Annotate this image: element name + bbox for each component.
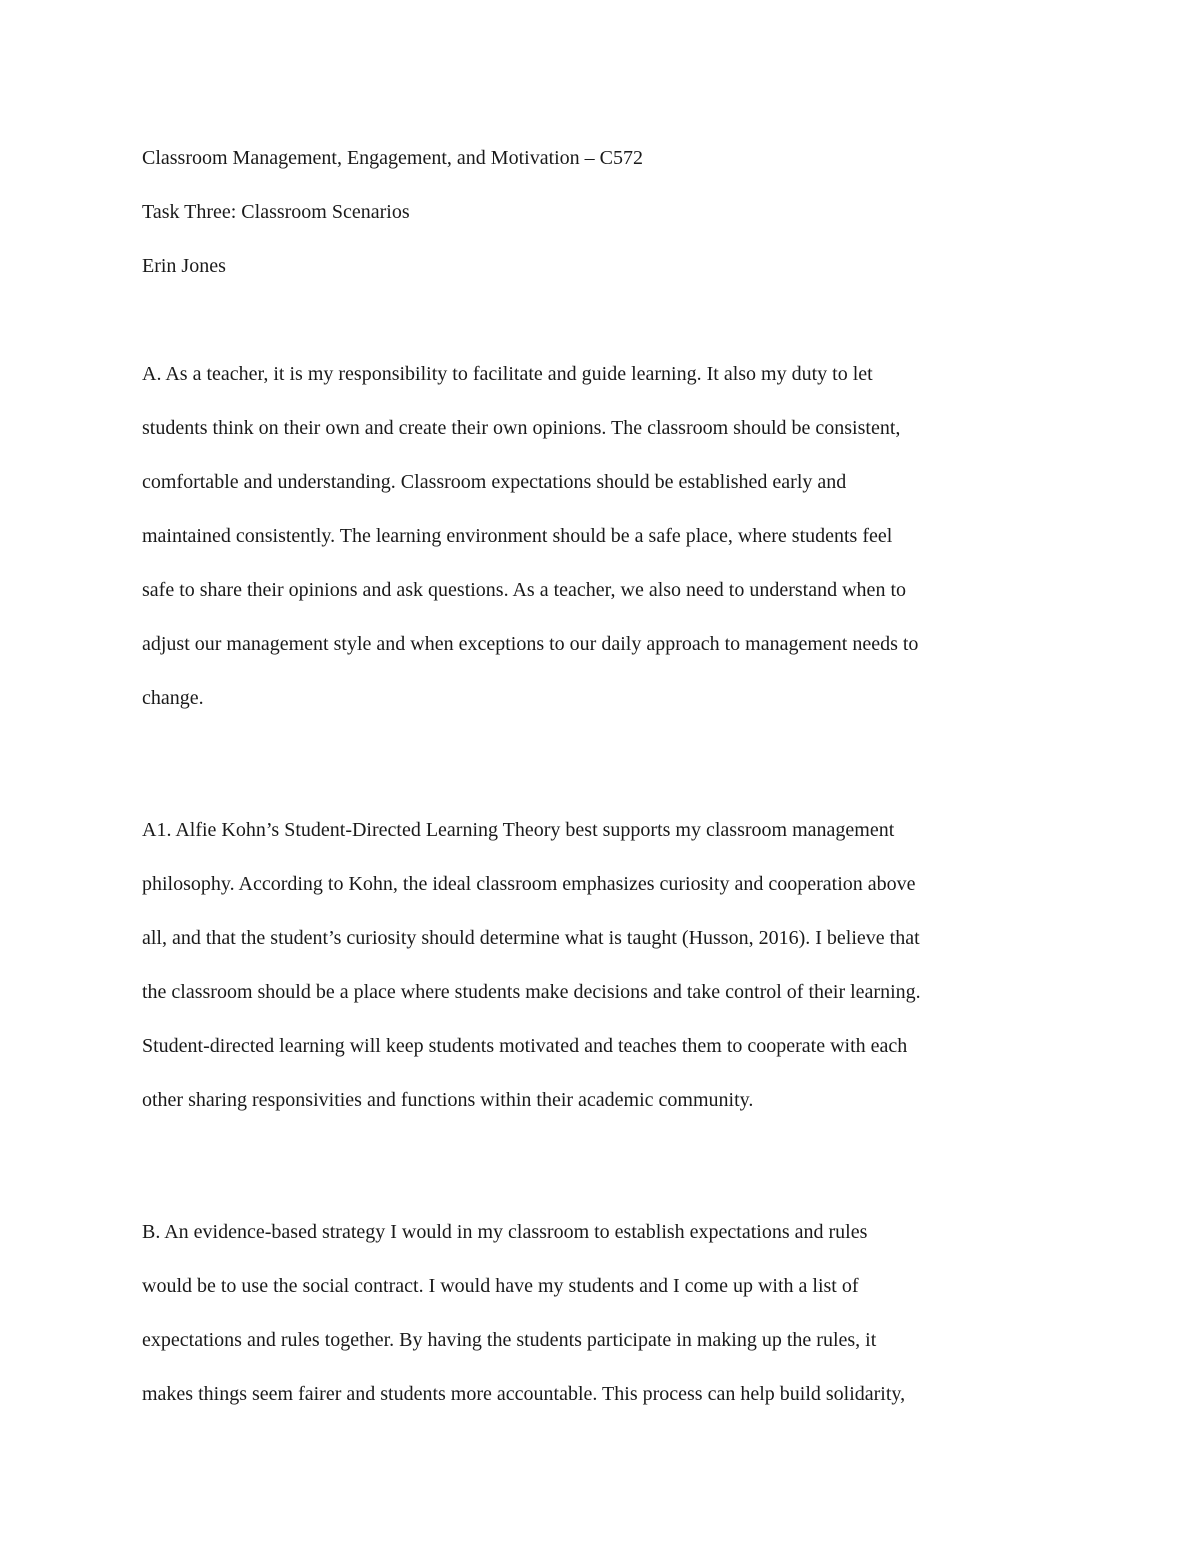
paragraph-line: other sharing responsivities and functions within their academic community. <box>142 1089 754 1111</box>
paragraph-line: B. An evidence-based strategy I would in my classroom to establish expectations and rules <box>142 1221 868 1243</box>
task-title: Task Three: Classroom Scenarios <box>142 201 410 223</box>
paragraph-line: philosophy. According to Kohn, the ideal classroom emphasizes curiosity and cooperation above <box>142 873 916 895</box>
paragraph-line: would be to use the social contract. I would have my students and I come up with a list of <box>142 1275 859 1297</box>
paragraph-line: expectations and rules together. By having the students participate in making up the rules, it <box>142 1329 877 1351</box>
paragraph-line: the classroom should be a place where students make decisions and take control of their learning. <box>142 981 921 1003</box>
paragraph-line: Student-directed learning will keep students motivated and teaches them to cooperate with each <box>142 1035 908 1057</box>
paragraph-line: adjust our management style and when exceptions to our daily approach to management needs to <box>142 633 919 655</box>
paragraph-line: comfortable and understanding. Classroom expectations should be established early and <box>142 471 847 493</box>
paragraph-line: A1. Alfie Kohn’s Student-Directed Learning Theory best supports my classroom management <box>142 819 895 841</box>
author-name: Erin Jones <box>142 255 226 277</box>
paragraph-line: all, and that the student’s curiosity should determine what is taught (Husson, 2016). I believe that <box>142 927 920 949</box>
paragraph-line: change. <box>142 687 204 709</box>
paragraph-line: A. As a teacher, it is my responsibility to facilitate and guide learning. It also my duty to let <box>142 363 873 385</box>
course-title: Classroom Management, Engagement, and Motivation – C572 <box>142 147 644 169</box>
paragraph-line: students think on their own and create their own opinions. The classroom should be consistent, <box>142 417 901 439</box>
paragraph-line: makes things seem fairer and students more accountable. This process can help build solidarity, <box>142 1383 906 1405</box>
paragraph-line: safe to share their opinions and ask questions. As a teacher, we also need to understand when to <box>142 579 906 601</box>
paragraph-line: maintained consistently. The learning environment should be a safe place, where students feel <box>142 525 893 547</box>
